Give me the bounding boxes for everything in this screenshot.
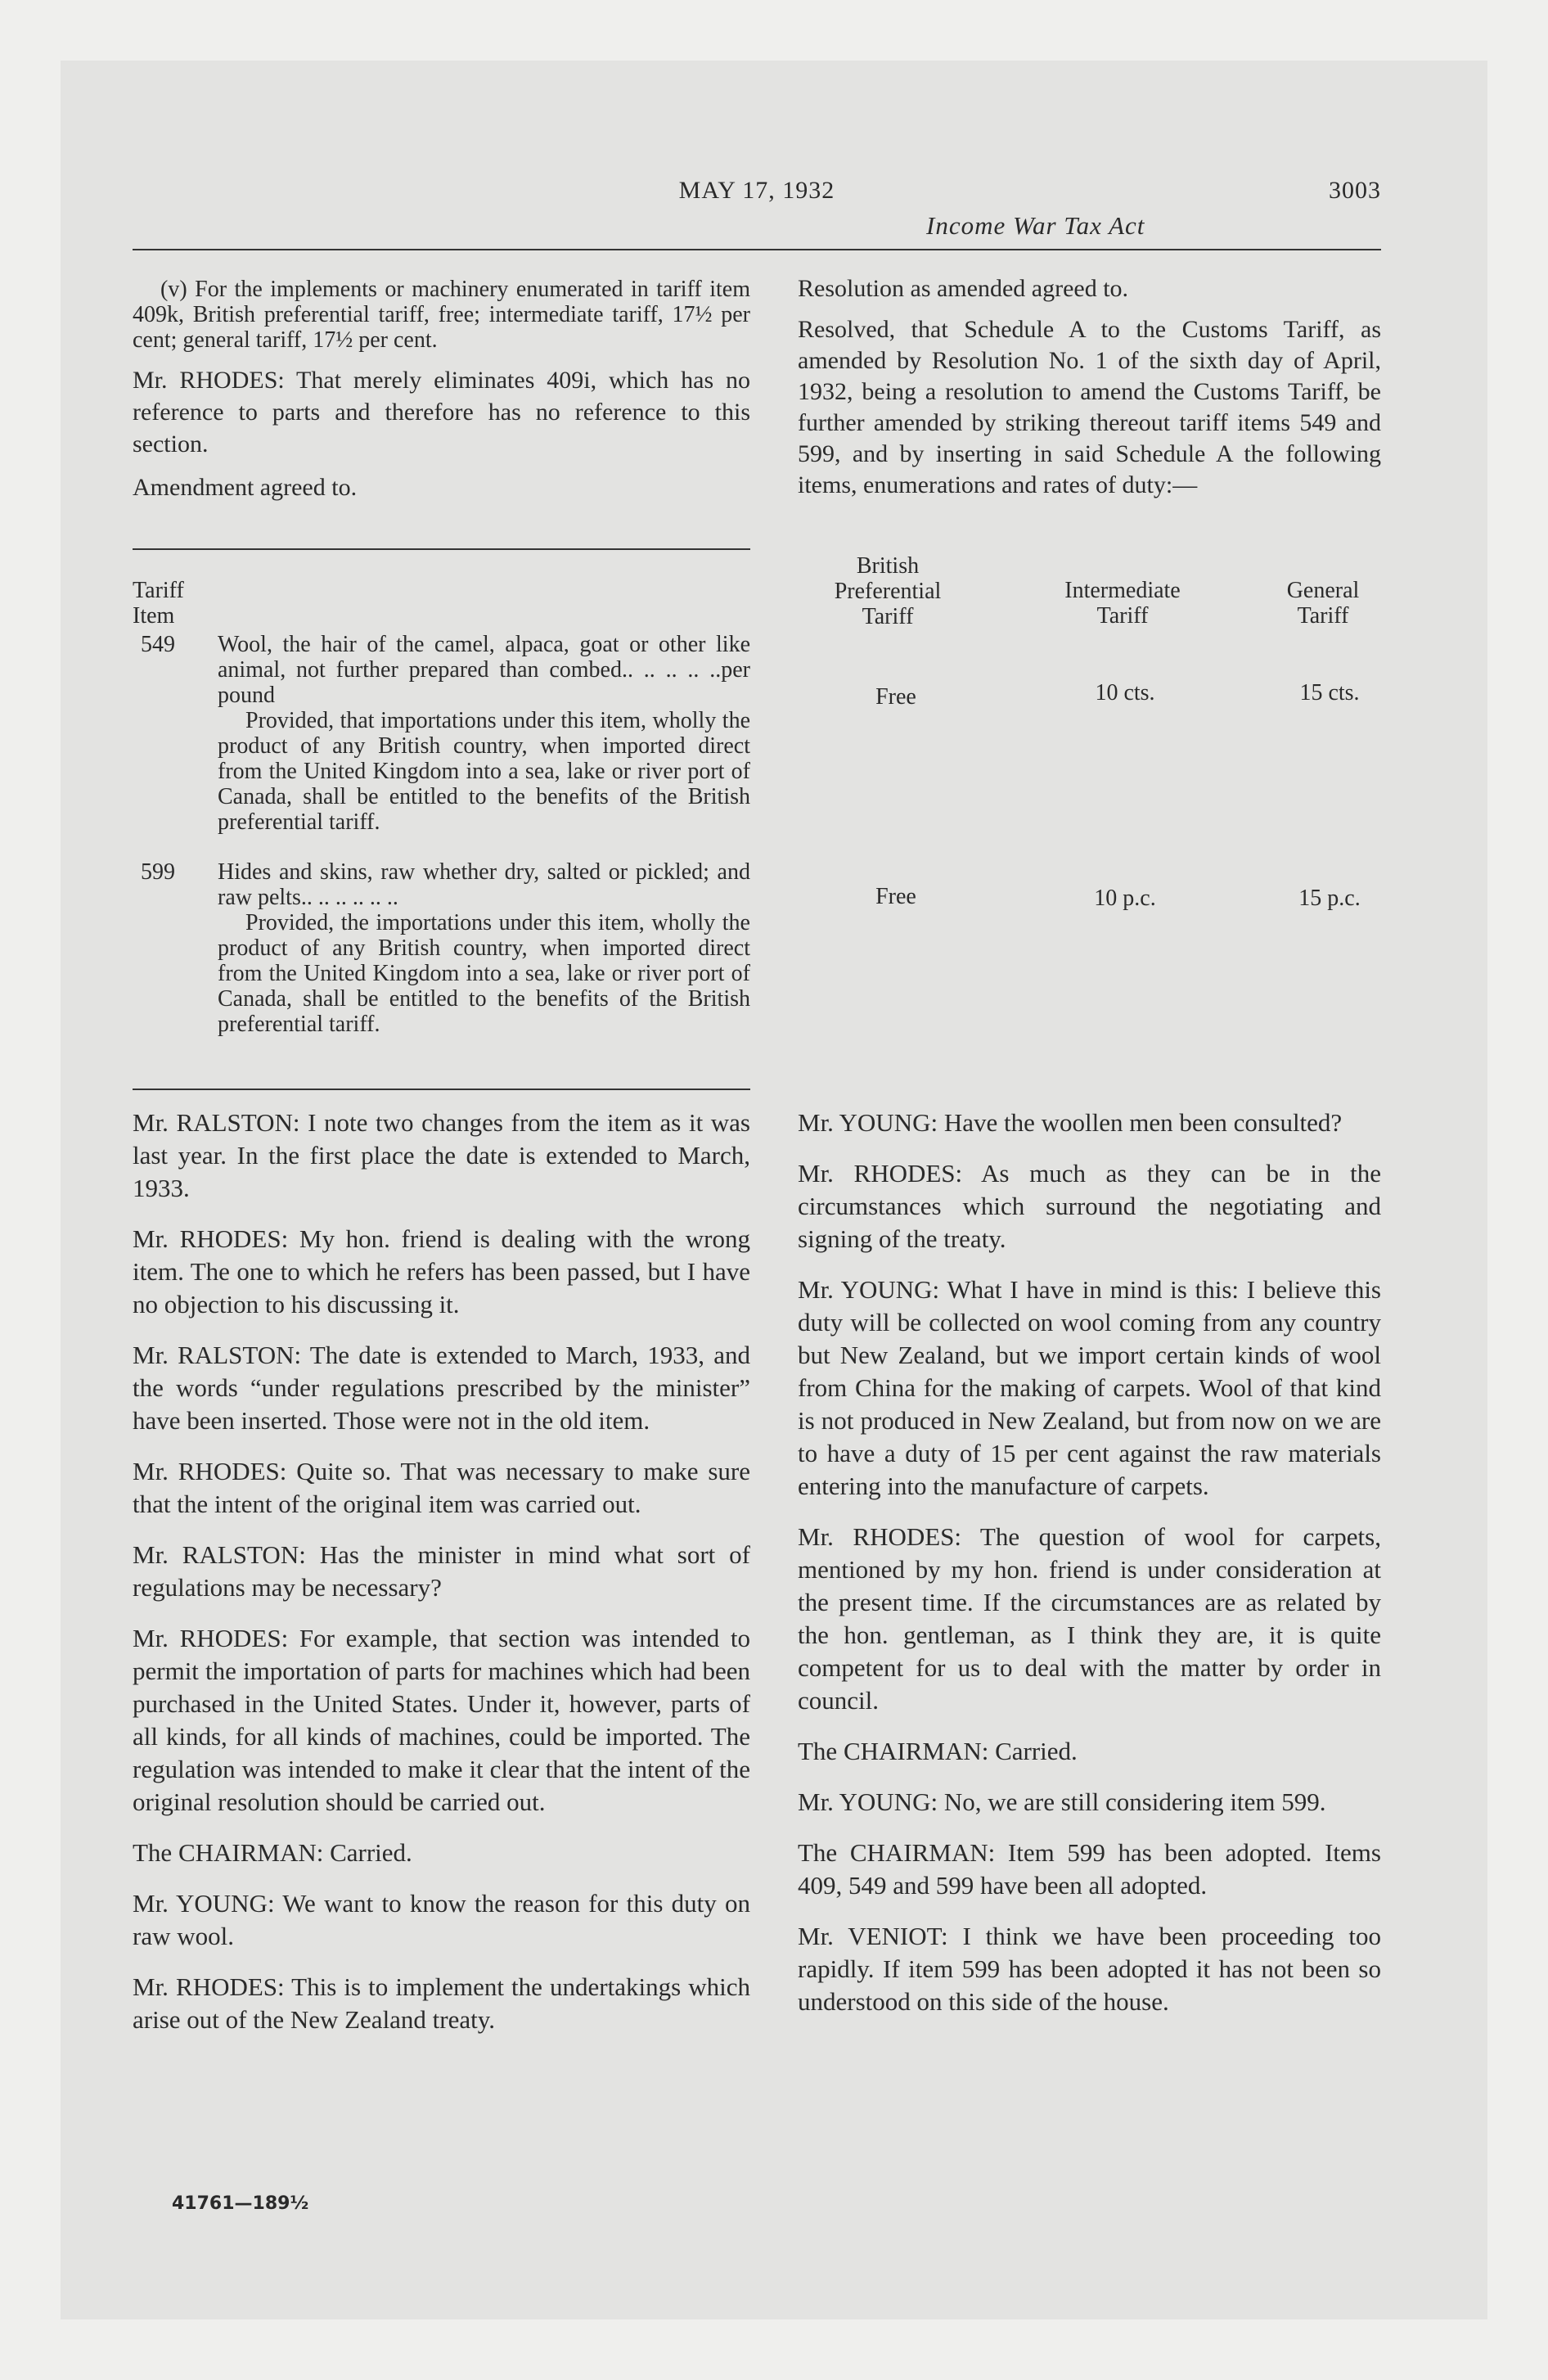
page-header xyxy=(133,174,1381,249)
table-top-rule xyxy=(133,548,750,550)
paragraph: Mr. RALSTON: The date is extended to March, 1933, and the words “under regulations prescribed by the minister” have been inserted. Those were not in the old item. xyxy=(133,1341,750,1435)
paragraph: Mr. YOUNG: What I have in mind is this: I believe this duty will be collected on wool coming from any country but New Zealand, but we import certain kinds of wool from China for the making of carpets. Wool of that kind is not produced in New Zealand, but from now on we are to have a duty of 15 per cent against the raw materials entering into the manufacture of carpets. xyxy=(798,1275,1381,1500)
table-bottom-rule xyxy=(133,1089,750,1090)
paragraph: Mr. YOUNG: Have the woollen men been consulted? xyxy=(798,1108,1343,1137)
rate-general: 15 cts. xyxy=(1299,680,1360,705)
running-head: Income War Tax Act xyxy=(926,211,1145,240)
paragraph: (v) For the implements or machinery enumerated in tariff item 409k, British preferential tariff, free; intermediate tariff, 17½ per cent; general tariff, 17½ per cent. xyxy=(133,277,750,353)
right-bottom-column xyxy=(798,1107,1381,2036)
tariff-item-number: 599 xyxy=(141,859,175,885)
header-rule xyxy=(133,249,1381,250)
paragraph: The CHAIRMAN: Carried. xyxy=(798,1737,1078,1765)
left-bottom-column xyxy=(133,1107,750,2054)
tariff-item-description xyxy=(218,632,750,835)
rate-intermediate: 10 cts. xyxy=(1095,680,1155,705)
table-header-british: British Preferential Tariff xyxy=(834,553,942,629)
table-header-item: Tariff Item xyxy=(133,578,184,629)
paragraph: Mr. RHODES: Quite so. That was necessary to make sure that the intent of the original item was carried out. xyxy=(133,1457,750,1518)
paragraph: Mr. YOUNG: No, we are still considering item 599. xyxy=(798,1787,1326,1816)
paragraph: Resolution as amended agreed to. xyxy=(798,275,1129,302)
rate-british: Free xyxy=(875,884,916,909)
rate-intermediate: 10 p.c. xyxy=(1094,886,1156,911)
paragraph: Mr. RHODES: For example, that section was intended to permit the importation of parts for machines which had been purchased in the United States. Under it, however, parts of all kinds, for all kinds of machines, could be imported. The regulation was intended to make it clear that the intent of the original resolution should be carried out. xyxy=(133,1624,750,1816)
table-header-general: General Tariff xyxy=(1286,578,1360,629)
rate-british: Free xyxy=(875,684,916,710)
table-header-intermediate: Intermediate Tariff xyxy=(1064,578,1181,629)
paragraph: Mr. RHODES: As much as they can be in the circumstances which surround the negotiating and signing of the treaty. xyxy=(798,1159,1381,1253)
item-desc: Hides and skins, raw whether dry, salted or pickled; and raw pelts.. .. .. .. .. .. xyxy=(218,859,750,910)
footer-code: 41761—189½ xyxy=(172,2193,309,2214)
paragraph: Mr. RHODES: This is to implement the undertakings which arise out of the New Zealand treaty. xyxy=(133,1972,750,2034)
paragraph: Mr. RALSTON: I note two changes from the item as it was last year. In the first place the date is extended to March, 1933. xyxy=(133,1108,750,1202)
rate-general: 15 p.c. xyxy=(1298,886,1361,911)
paragraph: Resolved, that Schedule A to the Customs Tariff, as amended by Resolution No. 1 of the sixth day of April, 1932, being a resolution to amend the Customs Tariff, be further amended by striking thereout tariff items 549 and 599, and by inserting in said Schedule A the following items, enumerations and rates of duty:— xyxy=(798,316,1381,498)
tariff-item-number: 549 xyxy=(141,632,175,657)
paragraph: Amendment agreed to. xyxy=(133,474,358,501)
tariff-item-description xyxy=(218,859,750,1037)
item-proviso: Provided, the importations under this item, wholly the product of any British country, when imported direct from the United Kingdom into a sea, lake or river port of Canada, shall be entitled to the benefits of the British preferential tariff. xyxy=(218,910,750,1037)
item-proviso: Provided, that importations under this item, wholly the product of any British country, when imported direct from the United Kingdom into a sea, lake or river port of Canada, shall be entitled to the benefits of the British preferential tariff. xyxy=(218,708,750,835)
item-desc: Wool, the hair of the camel, alpaca, goat or other like animal, not further prepared than combed.. .. .. .. ..per pound xyxy=(218,632,750,708)
paragraph: Mr. VENIOT: I think we have been proceeding too rapidly. If item 599 has been adopted it has not been so understood on this side of the house. xyxy=(798,1922,1381,2016)
page-number: 3003 xyxy=(1329,177,1381,204)
right-top-column xyxy=(798,273,1381,519)
left-top-column xyxy=(133,277,750,516)
paragraph: Mr. RALSTON: Has the minister in mind what sort of regulations may be necessary? xyxy=(133,1540,750,1602)
paragraph: The CHAIRMAN: Item 599 has been adopted. Items 409, 549 and 599 have been all adopted. xyxy=(798,1838,1381,1900)
paragraph: Mr. RHODES: My hon. friend is dealing with the wrong item. The one to which he refers has been passed, but I have no objection to his discussing it. xyxy=(133,1224,750,1318)
paragraph: Mr. RHODES: The question of wool for carpets, mentioned by my hon. friend is under consideration at the present time. If the circumstances are as related by the hon. gentleman, as I think they are, it is quite competent for us to deal with the matter by order in council. xyxy=(798,1522,1381,1715)
paragraph: Mr. YOUNG: We want to know the reason for this duty on raw wool. xyxy=(133,1889,750,1950)
paragraph: Mr. RHODES: That merely eliminates 409i, which has no reference to parts and therefore has no reference to this section. xyxy=(133,367,750,458)
page-date: MAY 17, 1932 xyxy=(678,177,835,204)
paragraph: The CHAIRMAN: Carried. xyxy=(133,1838,412,1867)
